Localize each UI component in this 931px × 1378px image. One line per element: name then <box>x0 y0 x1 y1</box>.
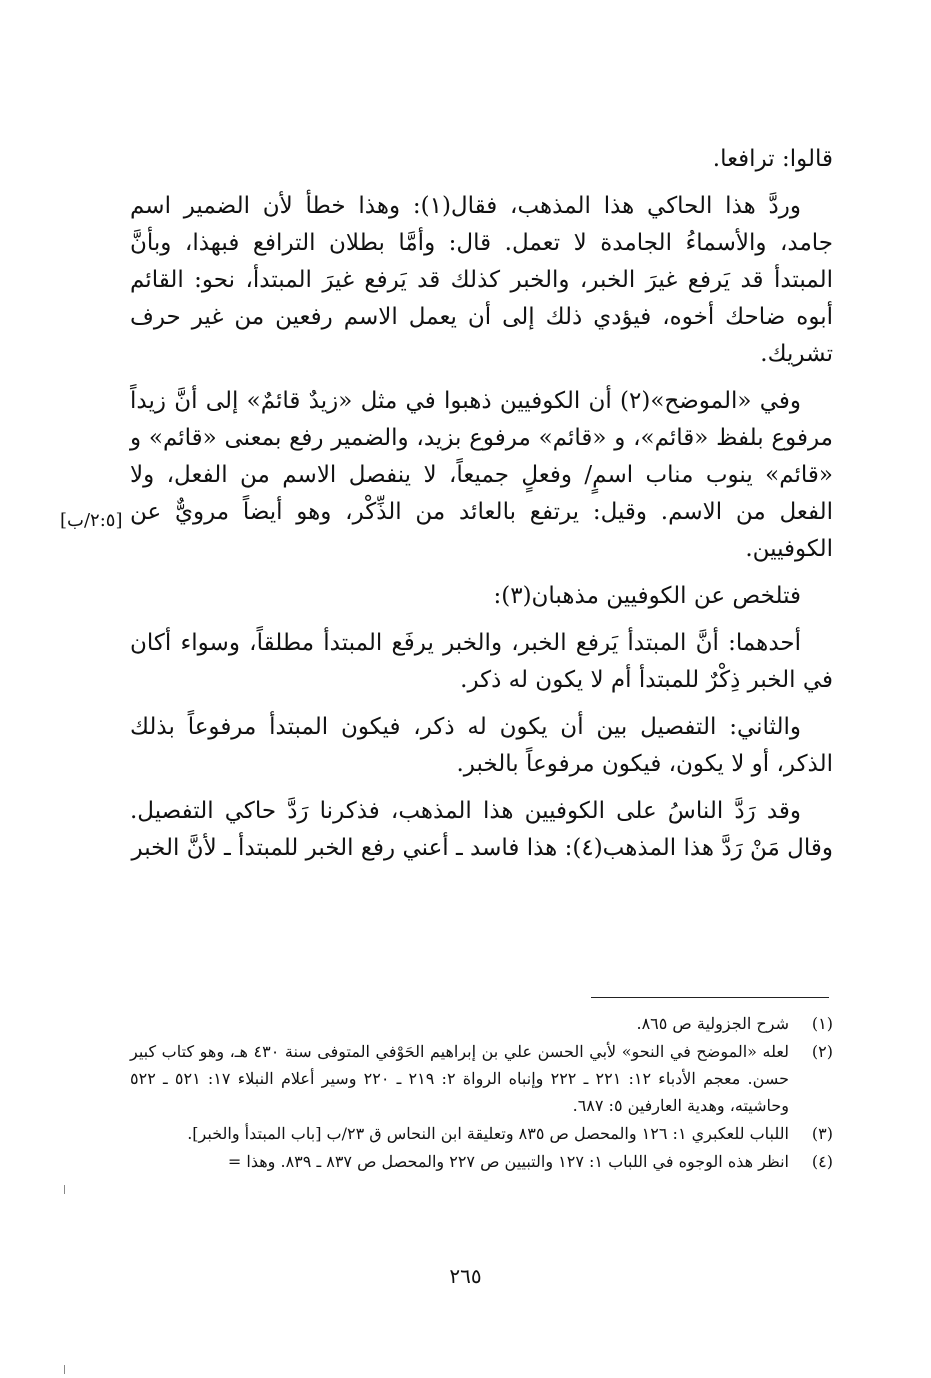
paragraph-5: والثاني: التفصيل بين أن يكون له ذكر، فيكون المبتدأ مرفوعاً بذلك الذكر، أو لا يكون، فيكون مرفوعاً بالخبر. <box>130 714 833 777</box>
footnote-number: (٤) <box>811 1152 833 1171</box>
main-text <box>130 141 833 867</box>
footnote-4 <box>130 1148 833 1175</box>
footnote-1 <box>130 1010 833 1037</box>
footnote-separator <box>591 997 829 998</box>
paragraph-3: فتلخص عن الكوفيين مذهبان(٣): <box>493 583 801 609</box>
scan-mark <box>64 1365 65 1374</box>
paragraph-2: وفي «الموضح»(٢) أن الكوفيين ذهبوا في مثل «زيدٌ قائمٌ» إلى أنَّ زيداً مرفوع بلفظ «قائم»، و «قائم» مرفوع بزيد، والضمير رفع بمعنى «قائم» و «قائم» ينوب مناب اسمٍ/ وفعلٍ جميعاً، لا ينفصل الاسم من الفعل، ولا الفعل من الاسم. وقيل: يرتفع بالعائد من الذِّكْر، وهو أيضاً مرويٌّ عن الكوفيين. <box>130 388 833 562</box>
paragraph-6: وقد رَدَّ الناسُ على الكوفيين هذا المذهب، فذكرنا رَدَّ حاكي التفصيل. وقال مَنْ رَدَّ هذا المذهب(٤): هذا فاسد ـ أعني رفع الخبر للمبتدأ ـ لأنَّ الخبر <box>130 798 833 861</box>
footnote-number: (١) <box>811 1014 833 1033</box>
footnote-text: اللباب للعكبري ١: ١٢٦ والمحصل ص ٨٣٥ وتعليقة ابن النحاس ق ٢٣/ب [باب المبتدأ والخبر]. <box>187 1124 789 1143</box>
manuscript-folio-note: [٢:٥/ب] <box>60 510 123 531</box>
paragraph-4: أحدهما: أنَّ المبتدأ يَرفع الخبر، والخبر يرفَع المبتدأ مطلقاً، وسواء أكان في الخبر ذِكْرٌ للمبتدأ أم لا يكون له ذكر. <box>130 630 833 693</box>
footnote-number: (٣) <box>811 1124 833 1143</box>
footnote-text: انظر هذه الوجوه في اللباب ١: ١٢٧ والتبيين ص ٢٢٧ والمحصل ص ٨٣٧ ـ ٨٣٩. وهذا = <box>227 1152 789 1171</box>
footnote-number: (٢) <box>811 1042 833 1061</box>
footnote-3 <box>130 1120 833 1147</box>
page-number: ٢٦٥ <box>449 1264 482 1288</box>
footnote-2 <box>130 1038 833 1119</box>
footnote-text: شرح الجزولية ص ٨٦٥. <box>636 1014 789 1033</box>
heading-line: قالوا: ترافعا. <box>712 146 833 172</box>
footnote-text: لعله «الموضح في النحو» لأبي الحسن علي بن إبراهيم الحَوْفي المتوفى سنة ٤٣٠ هـ، وهو كتاب كبير حسن. معجم الأدباء ١٢: ٢٢١ ـ ٢٢٢ وإنباه الرواة ٢: ٢١٩ ـ ٢٢٠ وسير أعلام النبلاء ١٧: ٥٢١ ـ ٥٢٢ وحاشيته، وهدية العارفين ٥: ٦٨٧. <box>130 1042 790 1115</box>
scan-mark <box>64 1185 65 1194</box>
footnotes <box>130 1010 833 1176</box>
paragraph-1: وردَّ هذا الحاكي هذا المذهب، فقال(١): وهذا خطأ لأن الضمير اسم جامد، والأسماءُ الجامدة لا تعمل. قال: وأمَّا بطلان الترافع فبهذا، وبأنَّ المبتدأ قد يَرفع غيرَ الخبر، والخبر كذلك قد يَرفع غيرَ المبتدأ، نحو: القائم أبوه ضاحك أخوه، فيؤدي ذلك إلى أن يعمل الاسم رفعين من غير حرف تشريك. <box>130 193 833 367</box>
